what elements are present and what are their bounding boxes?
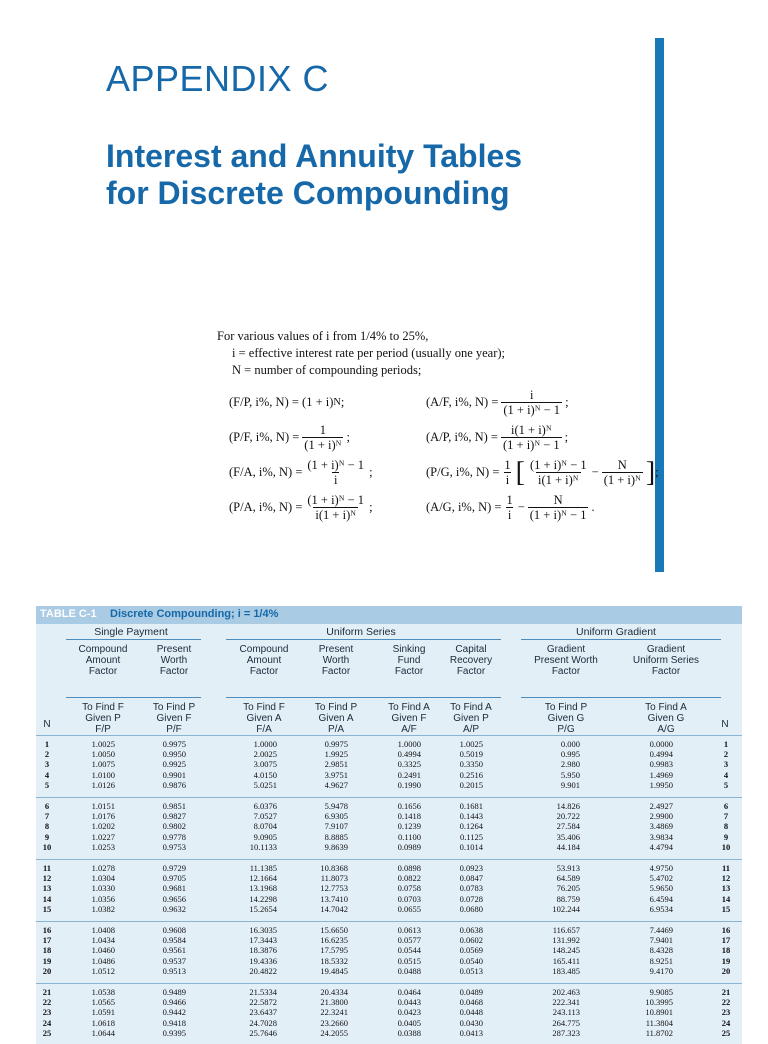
- table-row-block: [36, 801, 742, 857]
- formula-pg-d2: (1 + i)ᴺ: [603, 473, 641, 487]
- title-line-1: Interest and Annuity Tables: [106, 138, 523, 174]
- column-header-pg-line-3: Factor: [551, 666, 581, 677]
- column-header-pa: [306, 644, 366, 677]
- table-row-block: [36, 925, 742, 981]
- column-values-pg: 116.657 131.992 148.245 165.411 183.485: [552, 925, 580, 976]
- column-values-ap: 1.0025 0.5019 0.3350 0.2516 0.2015: [459, 739, 483, 790]
- column-header-pa-line-3: Factor: [321, 666, 351, 677]
- column-header-af-line-1: Sinking: [392, 644, 426, 655]
- formula-sep: ;: [655, 465, 659, 479]
- column-values-af: 0.1656 0.1418 0.1239 0.1100 0.0989: [397, 801, 421, 852]
- formula-pg: [426, 455, 686, 490]
- row-period-n-right: 11 12 13 14 15: [721, 863, 731, 914]
- column-subheader-af-line-3: A/F: [401, 724, 417, 735]
- formula-fa-den: i: [333, 473, 338, 487]
- column-header-af-line-2: Fund: [397, 655, 421, 666]
- column-values-pf: 0.9851 0.9827 0.9802 0.9778 0.9753: [162, 801, 186, 852]
- formula-pg-pre-den: i: [505, 473, 510, 487]
- column-subheader-af-line-1: To Find A: [388, 702, 430, 713]
- intro-text: [217, 328, 505, 379]
- table-row-block: [36, 739, 742, 795]
- column-header-pg-line-1: Gradient: [546, 644, 586, 655]
- table-label: TABLE C-1: [40, 608, 97, 620]
- column-subheader-pf-line-2: Given F: [156, 713, 192, 724]
- column-header-fa-line-1: Compound: [239, 644, 289, 655]
- column-header-pf-line-2: Worth: [160, 655, 188, 666]
- row-period-n: 11 12 13 14 15: [42, 863, 52, 914]
- formula-pg-lhs: (P/G, i%, N) =: [426, 465, 500, 479]
- formula-pg-frac2: [602, 458, 643, 487]
- column-subheader-fa-line-2: Given A: [246, 713, 282, 724]
- column-header-fp: [73, 644, 133, 677]
- formula-bracket-open: [: [515, 456, 525, 488]
- table-row-block: [36, 863, 742, 919]
- column-subheader-af-line-2: Given F: [391, 713, 427, 724]
- formula-sep: ;: [369, 465, 373, 479]
- title-line-2: for Discrete Compounding: [106, 175, 510, 211]
- column-values-ap: 0.0489 0.0468 0.0448 0.0430 0.0413: [459, 987, 483, 1038]
- column-values-fp: 1.0025 1.0050 1.0075 1.0100 1.0126: [91, 739, 115, 790]
- formula-fp: [229, 385, 444, 420]
- column-header-ap-line-3: Factor: [456, 666, 486, 677]
- formula-pg-minus: −: [591, 465, 599, 479]
- row-period-n: 6 7 8 9 10: [42, 801, 52, 852]
- column-header-pa-line-1: Present: [318, 644, 354, 655]
- column-values-pg: 53.913 64.589 76.205 88.759 102.244: [552, 863, 580, 914]
- formula-af: [426, 385, 686, 420]
- column-subheader-pa-line-2: Given A: [318, 713, 354, 724]
- column-values-ag: 2.4927 2.9900 3.4869 3.9834 4.4794: [649, 801, 673, 852]
- formula-pf: [229, 420, 444, 455]
- column-values-pf: 0.9489 0.9466 0.9442 0.9418 0.9395: [162, 987, 186, 1038]
- formula-fa: [229, 455, 444, 490]
- column-header-pf-line-3: Factor: [159, 666, 189, 677]
- formula-af-den: (1 + i)ᴺ − 1: [503, 403, 561, 417]
- column-header-ag-line-2: Uniform Series: [632, 655, 700, 666]
- formula-ap: [426, 420, 686, 455]
- appendix-label: APPENDIX C: [106, 58, 330, 99]
- block-separator: [36, 735, 742, 736]
- column-values-pg: 0.000 0.995 2.980 5.950 9.901: [560, 739, 580, 790]
- page-title: [106, 138, 522, 212]
- block-separator: [36, 859, 742, 860]
- intro-line-1: For various values of i from 1/4% to 25%,: [217, 329, 429, 343]
- column-header-ap: [441, 644, 501, 677]
- formula-end: .: [591, 500, 595, 514]
- formula-ap-num: i(1 + i)ᴺ: [511, 423, 552, 437]
- row-period-n: 1 2 3 4 5: [44, 739, 50, 790]
- row-period-n-right: 6 7 8 9 10: [721, 801, 731, 852]
- column-values-af: 0.0898 0.0822 0.0758 0.0703 0.0655: [397, 863, 421, 914]
- formula-pf-num: 1: [319, 423, 326, 437]
- intro-line-3: N = number of compounding periods;: [232, 363, 422, 377]
- column-values-fa: 11.1385 12.1664 13.1968 14.2298 15.2654: [249, 863, 277, 914]
- column-values-fp: 1.0538 1.0565 1.0591 1.0618 1.0644: [91, 987, 115, 1038]
- header-rule: [521, 697, 721, 698]
- column-header-ap-line-1: Capital: [455, 644, 487, 655]
- group-rule: [226, 639, 501, 640]
- column-subheader-pf-line-1: To Find P: [152, 702, 196, 713]
- formula-af-fraction: [501, 388, 562, 417]
- column-values-fp: 1.0408 1.0434 1.0460 1.0486 1.0512: [91, 925, 115, 976]
- column-subheader-fa-line-3: F/A: [256, 724, 272, 735]
- column-header-ag-line-3: Factor: [651, 666, 681, 677]
- formula-pg-n2: N: [617, 458, 627, 472]
- formula-pg-pre-num: 1: [504, 458, 511, 472]
- column-subheader-fp: [73, 702, 133, 735]
- table-body: [36, 624, 742, 1044]
- column-values-ag: 9.9085 10.3995 10.8901 11.3804 11.8702: [645, 987, 673, 1038]
- row-period-n: 21 22 23 24 25: [42, 987, 52, 1038]
- column-header-pa-line-2: Worth: [322, 655, 350, 666]
- row-period-n: 16 17 18 19 20: [42, 925, 52, 976]
- intro-line-2: i = effective interest rate per period (usually one year);: [232, 346, 506, 360]
- column-header-af: [379, 644, 439, 677]
- column-subheader-af: [379, 702, 439, 735]
- formula-ag-fraction: [528, 493, 589, 522]
- column-values-pf: 0.9608 0.9584 0.9561 0.9537 0.9513: [162, 925, 186, 976]
- column-values-fa: 16.3035 17.3443 18.3876 19.4336 20.4822: [249, 925, 277, 976]
- formula-pa-fraction: [305, 493, 366, 522]
- formula-sep: ;: [369, 500, 373, 514]
- group-uniform-series: Uniform Series: [326, 626, 396, 638]
- column-values-fp: 1.0151 1.0176 1.0202 1.0227 1.0253: [91, 801, 115, 852]
- column-subheader-pg: [526, 702, 606, 735]
- column-values-pf: 0.9729 0.9705 0.9681 0.9656 0.9632: [162, 863, 186, 914]
- formula-ag-lhs: (A/G, i%, N) =: [426, 500, 502, 514]
- formula-bracket-close: ]: [645, 456, 656, 488]
- formula-pg-d1: i(1 + i)ᴺ: [537, 473, 579, 487]
- formula-ap-lhs: (A/P, i%, N) =: [426, 430, 498, 444]
- formula-ag-num: N: [553, 493, 563, 507]
- column-header-fa-line-3: Factor: [249, 666, 279, 677]
- column-header-fp-line-2: Amount: [85, 655, 121, 666]
- formula-column-left: [229, 385, 444, 525]
- formula-pg-n1: (1 + i)ᴺ − 1: [529, 458, 587, 472]
- column-header-pg-line-2: Present Worth: [534, 655, 598, 666]
- column-values-ap: 0.0923 0.0847 0.0783 0.0728 0.0680: [459, 863, 483, 914]
- column-values-af: 0.0464 0.0443 0.0423 0.0405 0.0388: [397, 987, 421, 1038]
- column-subheader-fp-line-1: To Find F: [82, 702, 124, 713]
- column-subheader-pa-line-1: To Find P: [314, 702, 358, 713]
- formula-pf-lhs: (P/F, i%, N) =: [229, 430, 300, 444]
- column-subheader-ag-line-2: Given G: [647, 713, 685, 724]
- column-subheader-ap: [441, 702, 501, 735]
- group-rule: [66, 639, 201, 640]
- column-values-pa: 0.9975 1.9925 2.9851 3.9751 4.9627: [324, 739, 348, 790]
- column-subheader-ag-line-3: A/G: [657, 724, 675, 735]
- column-subheader-ap-line-1: To Find A: [450, 702, 492, 713]
- column-subheader-pf: [144, 702, 204, 735]
- formula-ag: [426, 490, 686, 525]
- column-n-header-right: N: [721, 719, 729, 730]
- column-values-pa: 5.9478 6.9305 7.9107 8.8885 9.8639: [324, 801, 348, 852]
- formula-ag-den: (1 + i)ᴺ − 1: [529, 508, 587, 522]
- formula-sep: ;: [346, 430, 350, 444]
- header-rule: [226, 697, 501, 698]
- table-caption: Discrete Compounding; i = 1/4%: [110, 608, 279, 620]
- column-values-pa: 15.6650 16.6235 17.5795 18.5332 19.4845: [320, 925, 348, 976]
- block-separator: [36, 921, 742, 922]
- column-subheader-pa-line-3: P/A: [327, 724, 345, 735]
- formula-af-num: i: [529, 388, 534, 402]
- column-values-ag: 4.9750 5.4702 5.9650 6.4594 6.9534: [649, 863, 673, 914]
- formula-fa-num: (1 + i)ᴺ − 1: [307, 458, 365, 472]
- formula-fa-lhs: (F/A, i%, N) =: [229, 465, 303, 479]
- column-values-pa: 20.4334 21.3800 22.3241 23.2660 24.2055: [320, 987, 348, 1038]
- formula-af-lhs: (A/F, i%, N) =: [426, 395, 499, 409]
- column-subheader-pa: [306, 702, 366, 735]
- formula-pa: [229, 490, 444, 525]
- formula-pf-den: (1 + i)ᴺ: [304, 438, 342, 452]
- column-header-fa: [233, 644, 295, 677]
- row-period-n-right: 21 22 23 24 25: [721, 987, 731, 1038]
- formula-ag-pre-num: 1: [506, 493, 513, 507]
- column-subheader-ap-line-3: A/P: [462, 724, 480, 735]
- row-period-n-right: 16 17 18 19 20: [721, 925, 731, 976]
- column-values-ap: 0.0638 0.0602 0.0569 0.0540 0.0513: [459, 925, 483, 976]
- column-subheader-pg-line-2: Given G: [547, 713, 585, 724]
- column-values-af: 1.0000 0.4994 0.3325 0.2491 0.1990: [397, 739, 421, 790]
- column-header-ap-line-2: Recovery: [449, 655, 493, 666]
- column-values-af: 0.0613 0.0577 0.0544 0.0515 0.0488: [397, 925, 421, 976]
- column-values-pf: 0.9975 0.9950 0.9925 0.9901 0.9876: [162, 739, 186, 790]
- formula-pg-prefix: [502, 458, 512, 487]
- column-subheader-fp-line-3: F/P: [95, 724, 111, 735]
- interest-table: [36, 606, 742, 1044]
- column-subheader-pg-line-3: P/G: [557, 724, 575, 735]
- column-subheader-fp-line-2: Given P: [85, 713, 121, 724]
- row-period-n-right: 1 2 3 4 5: [723, 739, 729, 790]
- table-row-block: [36, 987, 742, 1043]
- formula-sep: ;: [565, 395, 569, 409]
- column-header-pg: [526, 644, 606, 677]
- formula-pa-den: i(1 + i)ᴺ: [315, 508, 357, 522]
- column-subheader-ap-line-2: Given P: [453, 713, 489, 724]
- column-header-pf: [144, 644, 204, 677]
- formula-pa-num: (1 + i)ᴺ − 1: [307, 493, 365, 507]
- column-n-header: N: [43, 719, 51, 730]
- formula-pa-lhs: (P/A, i%, N) =: [229, 500, 303, 514]
- column-values-pg: 202.463 222.341 243.113 264.775 287.323: [552, 987, 580, 1038]
- column-values-fp: 1.0278 1.0304 1.0330 1.0356 1.0382: [91, 863, 115, 914]
- group-single-payment: Single Payment: [94, 626, 168, 638]
- column-subheader-pg-line-1: To Find P: [544, 702, 588, 713]
- table-caption-bar: [36, 606, 742, 624]
- formula-sep: ;: [340, 395, 345, 409]
- formula-sep: ;: [564, 430, 569, 444]
- block-separator: [36, 797, 742, 798]
- formula-fp-lhs: (F/P, i%, N) = (1 + i): [229, 395, 334, 409]
- column-values-fa: 1.0000 2.0025 3.0075 4.0150 5.0251: [253, 739, 277, 790]
- column-values-ag: 0.0000 0.4994 0.9983 1.4969 1.9950: [649, 739, 673, 790]
- column-subheader-pf-line-3: P/F: [166, 724, 182, 735]
- column-subheader-fa-line-1: To Find F: [243, 702, 285, 713]
- formula-column-right: [426, 385, 686, 525]
- column-header-fa-line-2: Amount: [246, 655, 282, 666]
- column-header-fp-line-1: Compound: [78, 644, 128, 655]
- formula-ap-den: (1 + i)ᴺ − 1: [502, 438, 560, 452]
- column-values-fa: 21.5334 22.5872 23.6437 24.7028 25.7646: [249, 987, 277, 1038]
- column-values-pa: 10.8368 11.8073 12.7753 13.7410 14.7042: [320, 863, 348, 914]
- column-subheader-ag: [621, 702, 711, 735]
- block-separator: [36, 983, 742, 984]
- formula-ag-prefix: [504, 493, 514, 522]
- column-header-pf-line-1: Present: [156, 644, 192, 655]
- formula-fp-exponent: N: [333, 397, 341, 408]
- column-values-ag: 7.4469 7.9401 8.4328 8.9251 9.4170: [649, 925, 673, 976]
- header-rule: [66, 697, 201, 698]
- column-header-fp-line-3: Factor: [88, 666, 118, 677]
- column-values-pg: 14.826 20.722 27.584 35.406 44.184: [556, 801, 580, 852]
- formula-fa-fraction: [305, 458, 366, 487]
- column-values-fa: 6.0376 7.0527 8.0704 9.0905 10.1133: [249, 801, 277, 852]
- column-values-ap: 0.1681 0.1443 0.1264 0.1125 0.1014: [459, 801, 483, 852]
- column-subheader-fa: [233, 702, 295, 735]
- column-header-af-line-3: Factor: [394, 666, 424, 677]
- formula-pg-frac1: [528, 458, 589, 487]
- column-header-ag: [621, 644, 711, 677]
- formula-ap-fraction: [501, 423, 562, 452]
- group-rule: [521, 639, 721, 640]
- formula-pf-fraction: [302, 423, 343, 452]
- formula-ag-pre-den: i: [507, 508, 512, 522]
- formula-ag-minus: −: [517, 500, 525, 514]
- column-subheader-ag-line-1: To Find A: [645, 702, 687, 713]
- column-header-ag-line-1: Gradient: [646, 644, 686, 655]
- group-uniform-gradient: Uniform Gradient: [576, 626, 656, 638]
